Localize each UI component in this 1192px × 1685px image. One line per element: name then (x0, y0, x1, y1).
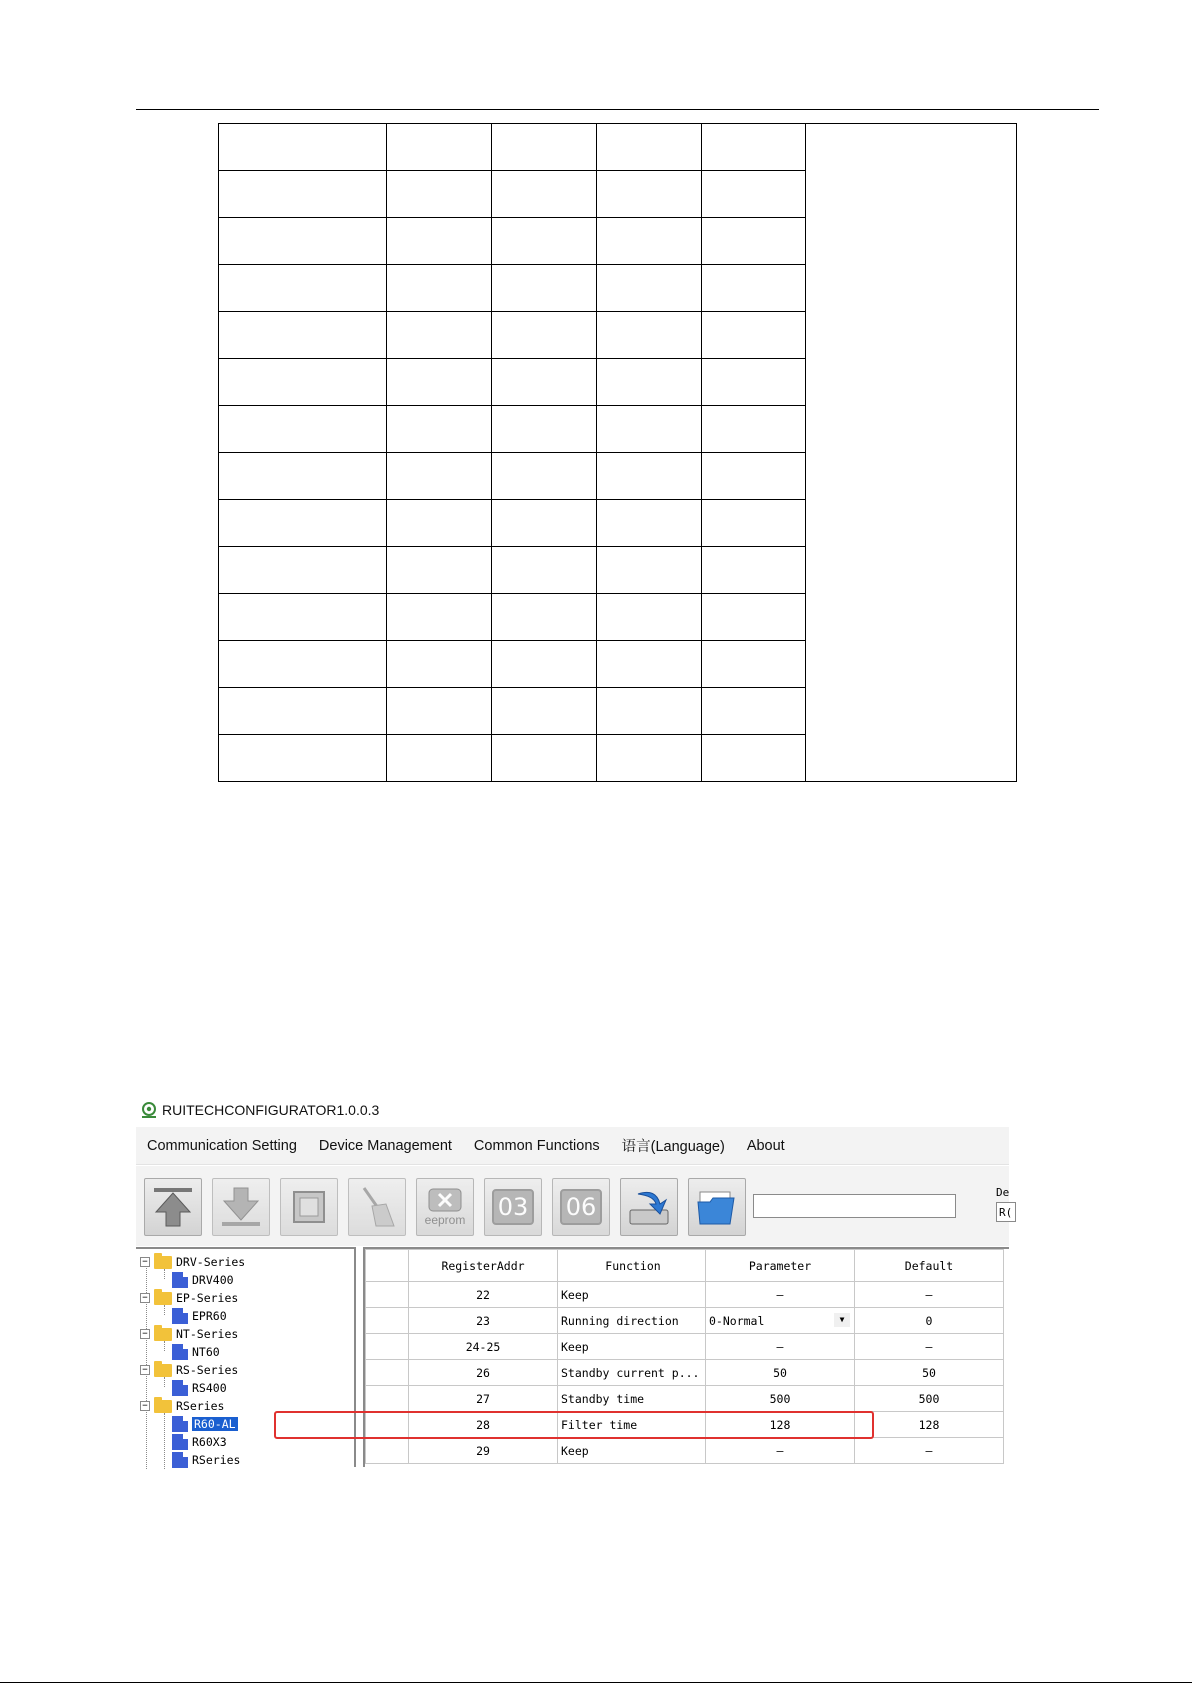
tree-device-item[interactable] (172, 1343, 220, 1361)
doc-table-cell (492, 688, 597, 735)
tree-item-label: RSeries (192, 1453, 241, 1467)
function-cell (558, 1334, 706, 1360)
table-header-row (366, 1250, 1004, 1282)
doc-table-merged-cell (806, 124, 1017, 782)
device-file-icon (172, 1272, 188, 1288)
tree-item-label: NT60 (192, 1345, 220, 1359)
doc-table-cell (702, 124, 806, 171)
cell-text: 128 (769, 1417, 791, 1432)
doc-table-cell (219, 547, 387, 594)
doc-table-cell (702, 688, 806, 735)
cell-text: 22 (476, 1287, 490, 1302)
tree-item-label: RS-Series (176, 1363, 239, 1377)
tree-item-label: EP-Series (176, 1291, 239, 1305)
collapse-icon[interactable]: − (140, 1293, 150, 1303)
clear-button[interactable] (348, 1178, 406, 1236)
function-cell (558, 1360, 706, 1386)
device-file-icon (172, 1344, 188, 1360)
cell-text: 50 (922, 1365, 936, 1380)
doc-table-cell (492, 265, 597, 312)
tree-device-item[interactable] (172, 1307, 227, 1325)
register-addr-cell (409, 1282, 558, 1308)
register-addr-cell (409, 1438, 558, 1464)
doc-table-cell (492, 453, 597, 500)
cell-text: – (925, 1287, 933, 1302)
column-header-parameter[interactable]: Parameter (706, 1250, 855, 1282)
doc-table-cell (702, 265, 806, 312)
tree-folder-item[interactable] (140, 1325, 238, 1343)
doc-table-cell (387, 688, 492, 735)
eeprom-clear-icon (417, 1179, 473, 1235)
doc-table-cell (219, 312, 387, 359)
tree-folder-item[interactable] (140, 1289, 238, 1307)
column-header-default[interactable]: Default (855, 1250, 1004, 1282)
doc-table-cell (219, 171, 387, 218)
doc-table-cell (702, 641, 806, 688)
doc-table-cell (492, 359, 597, 406)
doc-table-cell (387, 735, 492, 782)
doc-table-cell (219, 265, 387, 312)
register-addr-cell (409, 1360, 558, 1386)
doc-table-cell (492, 406, 597, 453)
tree-device-item[interactable] (172, 1433, 227, 1451)
parameter-cell[interactable] (706, 1360, 855, 1386)
gear-app-icon (140, 1101, 158, 1119)
cell-text: Running direction (561, 1313, 679, 1328)
doc-table-cell (387, 171, 492, 218)
function-03-button[interactable] (484, 1178, 542, 1236)
row-header[interactable] (366, 1438, 409, 1464)
cell-text: 0-Normal (709, 1313, 765, 1328)
doc-table-cell (702, 171, 806, 218)
doc-table-cell (702, 359, 806, 406)
default-cell (855, 1308, 1004, 1334)
doc-table-cell (702, 547, 806, 594)
collapse-icon[interactable]: − (140, 1401, 150, 1411)
doc-table-cell (597, 594, 702, 641)
cell-text: 28 (476, 1417, 490, 1432)
function-cell (558, 1308, 706, 1334)
cell-text: – (776, 1339, 784, 1354)
tree-item-label: R60-AL (194, 1417, 236, 1431)
tree-device-item[interactable] (172, 1379, 227, 1397)
function-06-icon (553, 1179, 609, 1235)
cell-text: – (925, 1339, 933, 1354)
tree-device-item[interactable] (172, 1451, 240, 1469)
doc-table-cell (492, 641, 597, 688)
doc-table-cell (219, 688, 387, 735)
doc-table-cell (219, 406, 387, 453)
cell-text: 23 (476, 1313, 490, 1328)
row-header[interactable] (366, 1282, 409, 1308)
chip-icon (281, 1179, 337, 1235)
cell-text: – (776, 1287, 784, 1302)
folder-icon (154, 1328, 172, 1341)
cell-text: 27 (476, 1391, 490, 1406)
doc-table-cell (597, 124, 702, 171)
row-header[interactable] (366, 1386, 409, 1412)
cell-text: Keep (561, 1287, 589, 1302)
parameter-cell[interactable] (706, 1438, 855, 1464)
doc-table-cell (492, 171, 597, 218)
cell-text: 24-25 (465, 1339, 501, 1354)
folder-icon (154, 1256, 172, 1269)
save-to-drive-icon (621, 1179, 677, 1235)
device-file-icon (172, 1452, 188, 1468)
doc-table-cell (702, 312, 806, 359)
parameter-cell[interactable] (706, 1334, 855, 1360)
parameter-cell[interactable] (706, 1386, 855, 1412)
collapse-icon[interactable]: − (140, 1365, 150, 1375)
open-folder-button[interactable] (688, 1178, 746, 1236)
doc-table-cell (387, 594, 492, 641)
doc-table-cell (219, 594, 387, 641)
cell-text: 500 (769, 1391, 791, 1406)
menu-bar (136, 1127, 1009, 1165)
cell-text: 26 (476, 1365, 490, 1380)
doc-table-cell (219, 500, 387, 547)
default-cell (855, 1412, 1004, 1438)
cell-text: 50 (773, 1365, 787, 1380)
tree-device-item[interactable] (172, 1271, 234, 1289)
toolbar (136, 1166, 1013, 1246)
menu-communication-setting[interactable]: Communication Setting (147, 1137, 297, 1154)
folder-icon (154, 1292, 172, 1305)
tree-folder-item[interactable] (140, 1253, 245, 1271)
register-addr-cell (409, 1386, 558, 1412)
register-addr-cell (409, 1334, 558, 1360)
table-row[interactable] (366, 1282, 1004, 1308)
device-file-icon (172, 1416, 188, 1432)
doc-table-row (219, 124, 1017, 171)
device-field[interactable]: R( (996, 1202, 1016, 1222)
collapse-icon[interactable]: − (140, 1257, 150, 1267)
doc-table-cell (219, 359, 387, 406)
doc-table-cell (387, 641, 492, 688)
cell-text: – (776, 1443, 784, 1458)
tree-item-label: R60X3 (192, 1435, 227, 1449)
default-cell (855, 1334, 1004, 1360)
tree-folder-item[interactable] (140, 1361, 238, 1379)
tree-item-label: RSeries (176, 1399, 225, 1413)
save-to-drive-button[interactable] (620, 1178, 678, 1236)
doc-table-cell (597, 688, 702, 735)
function-06-button[interactable] (552, 1178, 610, 1236)
table-row[interactable] (366, 1360, 1004, 1386)
doc-table-cell (597, 312, 702, 359)
download-arrow-icon (213, 1179, 269, 1235)
tree-item-label: NT-Series (176, 1327, 239, 1341)
tree-item-label: RS400 (192, 1381, 227, 1395)
doc-table-cell (597, 500, 702, 547)
folder-icon (154, 1400, 172, 1413)
doc-table-cell (492, 735, 597, 782)
cell-text: Keep (561, 1443, 589, 1458)
app-title: RUITECHCONFIGURATOR1.0.0.3 (162, 1102, 380, 1118)
chip-button[interactable] (280, 1178, 338, 1236)
menu-common-functions[interactable]: Common Functions (473, 1137, 600, 1154)
doc-table-cell (219, 735, 387, 782)
upload-arrow-icon (145, 1179, 201, 1235)
doc-table-cell (219, 453, 387, 500)
row-header[interactable] (366, 1334, 409, 1360)
doc-table-cell (492, 124, 597, 171)
doc-table-cell (492, 500, 597, 547)
cell-text: Keep (561, 1339, 589, 1354)
cell-text: Standby time (561, 1391, 645, 1406)
doc-table-cell (597, 641, 702, 688)
doc-table-cell (219, 124, 387, 171)
column-header-function[interactable]: Function (558, 1250, 706, 1282)
doc-table-cell (219, 641, 387, 688)
tree-item-label: DRV400 (192, 1273, 234, 1287)
collapse-icon[interactable]: − (140, 1329, 150, 1339)
doc-table-cell (702, 500, 806, 547)
doc-table-cell (597, 218, 702, 265)
doc-table-cell (387, 453, 492, 500)
doc-table-cell (702, 594, 806, 641)
cell-text: Filter time (561, 1417, 638, 1432)
device-file-icon (172, 1308, 188, 1324)
cell-text: 500 (918, 1391, 940, 1406)
menu-device-management[interactable]: Device Management (318, 1137, 452, 1154)
function-06-label: 06 (560, 1189, 603, 1225)
open-folder-icon (689, 1179, 745, 1235)
column-header-registeraddr[interactable]: RegisterAddr (409, 1250, 558, 1282)
menu-about[interactable]: About (746, 1137, 785, 1154)
doc-table-cell (702, 406, 806, 453)
menu-language[interactable]: 语言(Language) (621, 1139, 725, 1155)
register-addr-cell (409, 1308, 558, 1334)
cell-text: Standby current p... (561, 1365, 700, 1380)
function-cell (558, 1282, 706, 1308)
doc-table-cell (387, 547, 492, 594)
upload-button[interactable] (144, 1178, 202, 1236)
folder-icon (154, 1364, 172, 1377)
function-03-icon (485, 1179, 541, 1235)
doc-table-cell (387, 265, 492, 312)
table-row[interactable] (366, 1308, 1004, 1334)
device-file-icon (172, 1434, 188, 1450)
table-row[interactable] (366, 1334, 1004, 1360)
doc-table-cell (492, 218, 597, 265)
default-cell (855, 1360, 1004, 1386)
cell-text: 128 (918, 1417, 940, 1432)
device-label: De (996, 1186, 1010, 1199)
tree-folder-item[interactable] (140, 1397, 224, 1415)
eeprom-label: eeprom (424, 1213, 466, 1227)
download-button[interactable] (212, 1178, 270, 1236)
cell-text: – (925, 1443, 933, 1458)
broom-icon (349, 1179, 405, 1235)
doc-table-cell (387, 406, 492, 453)
header-rule (136, 109, 1099, 110)
function-cell (558, 1386, 706, 1412)
row-header-corner (366, 1250, 409, 1282)
doc-table-cell (387, 359, 492, 406)
eeprom-clear-button[interactable] (416, 1178, 474, 1236)
doc-table-cell (387, 124, 492, 171)
doc-table-cell (597, 359, 702, 406)
doc-table-cell (387, 218, 492, 265)
doc-table-cell (597, 265, 702, 312)
title-bar (136, 1097, 1009, 1123)
cell-text: 0 (925, 1313, 933, 1328)
doc-table-cell (492, 547, 597, 594)
doc-table-cell (702, 453, 806, 500)
search-input[interactable] (753, 1194, 956, 1218)
tree-item-label: DRV-Series (176, 1255, 246, 1269)
doc-table-cell (387, 312, 492, 359)
function-cell (558, 1438, 706, 1464)
parameter-cell[interactable] (706, 1308, 855, 1334)
cell-text: 29 (476, 1443, 490, 1458)
device-file-icon (172, 1380, 188, 1396)
table-row[interactable] (366, 1438, 1004, 1464)
doc-table-cell (597, 453, 702, 500)
parameter-cell[interactable] (706, 1282, 855, 1308)
doc-table-cell (492, 594, 597, 641)
default-cell (855, 1282, 1004, 1308)
doc-table-cell (702, 735, 806, 782)
doc-table-cell (702, 218, 806, 265)
tree-connector (164, 1413, 165, 1469)
footer-rule (0, 1682, 1192, 1683)
doc-table-cell (219, 218, 387, 265)
doc-table-cell (597, 406, 702, 453)
default-cell (855, 1438, 1004, 1464)
function-03-label: 03 (492, 1189, 535, 1225)
doc-table-cell (597, 171, 702, 218)
doc-table-cell (492, 312, 597, 359)
doc-table-cell (597, 735, 702, 782)
filter-time-highlight-box (274, 1411, 874, 1439)
doc-table-cell (597, 547, 702, 594)
tree-item-label: EPR60 (192, 1309, 227, 1323)
empty-document-table (218, 123, 1017, 782)
tree-device-item[interactable] (172, 1415, 238, 1433)
default-cell (855, 1386, 1004, 1412)
doc-table-cell (387, 500, 492, 547)
row-header[interactable] (366, 1360, 409, 1386)
row-header[interactable] (366, 1308, 409, 1334)
table-row[interactable] (366, 1386, 1004, 1412)
chevron-down-icon[interactable]: ▼ (834, 1313, 850, 1327)
